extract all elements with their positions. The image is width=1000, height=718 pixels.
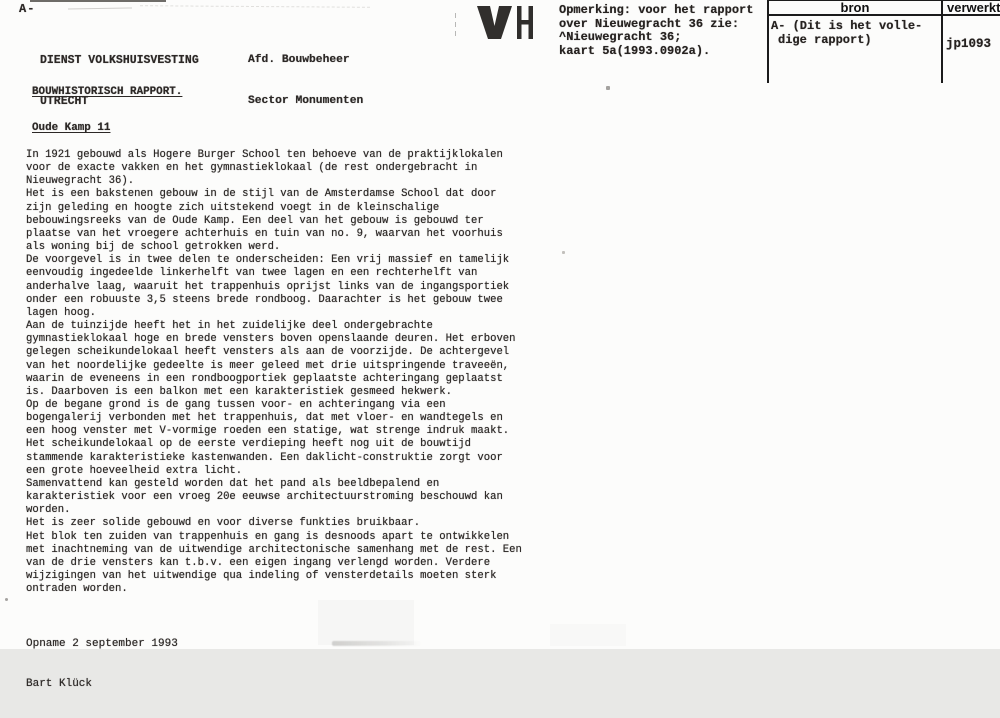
body-line: als woning bij de school getrokken werd. — [26, 241, 281, 254]
column-header-bron: bron — [840, 0, 870, 15]
body-line: Nieuwegracht 36). — [26, 175, 135, 188]
survey-date: Opname 2 september 1993 — [26, 638, 178, 651]
body-line: gymnastieklokaal hoge en brede vensters boven openslaande deuren. Het erboven — [26, 333, 516, 346]
body-line: Het is een bakstenen gebouw in de stijl van de Amsterdamse School dat door — [26, 188, 497, 201]
body-line: De voorgevel is in twee delen te onderscheiden: Een vrij massief en tamelijk — [26, 254, 510, 267]
body-line: is. Daarboven is een balkon met een karakteristiek gesmeed hekwerk. — [26, 385, 452, 398]
body-line: Het scheikundelokaal op de eerste verdieping heeft nog uit de bouwtijd — [26, 438, 472, 451]
verwerkt-cell: jp1093 — [946, 37, 992, 51]
body-line: Aan de tuinzijde heeft het in het zuidelijke deel ondergebrachte — [26, 320, 433, 333]
vh-logo-icon — [477, 5, 535, 41]
author-name: Bart Klück — [26, 678, 93, 691]
bron-cell — [771, 19, 922, 47]
report-footer — [26, 612, 178, 718]
agency-name — [40, 27, 199, 135]
body-line: Samenvattend kan gesteld worden dat het pand als beeldbepalend en — [26, 477, 440, 490]
body-line: waarin de eveneens in een rondboogportiek geplaatste achteringang geplaatst — [26, 372, 503, 385]
body-line: een grote hoeveelheid extra licht. — [26, 464, 243, 477]
report-body — [26, 149, 522, 596]
body-line: van de drie vensters kan t.b.v. een eigen ingang verlengd worden. Verdere — [26, 556, 491, 569]
note-line: over Nieuwegracht 36 zie: — [559, 16, 740, 31]
bron-cell-line: dige rapport) — [778, 33, 872, 47]
body-line: anderhalve laag, waaruit het trappenhuis oprijst links van de ingangsportiek — [26, 280, 510, 293]
scan-edge-artifact — [30, 0, 166, 2]
note-line: ^Nieuwegracht 36; — [559, 30, 682, 45]
ink-dot — [562, 251, 565, 254]
body-line: karakteristiek voor een vroeg 20e eeuwse architectuurstroming beschouwd kan — [26, 491, 503, 504]
corner-mark: A- — [19, 2, 36, 16]
body-line: Het blok ten zuiden van trappenhuis en gang is desnoods apart te ontwikkelen — [26, 530, 510, 543]
bron-cell-line: A- (Dit is het volle- — [771, 19, 923, 33]
note-line: Opmerking: voor het rapport — [559, 3, 754, 17]
note-line: kaart 5a(1993.0902a). — [559, 44, 711, 59]
report-title: BOUWHISTORISCH RAPPORT. — [32, 86, 183, 98]
column-header-verwerkt: verwerkt — [947, 0, 1000, 15]
body-line: zijn geleding en hoogte zich uitstekend voegt in de kleinschalige — [26, 201, 440, 214]
body-line: bebouwingsreeks van de Oude Kamp. Een deel van het gebouw is gebouwd ter — [26, 214, 484, 227]
body-line: Het is zeer solide gebouwd en voor diverse funkties bruikbaar. — [26, 517, 421, 530]
scan-shading — [318, 600, 414, 645]
body-line: wijzigingen van het uitwendige qua indeling of vensterdetails moeten sterk — [26, 570, 497, 582]
body-line: van het noordelijke gedeelte is meer geleed met drie uitspringende traveeën, — [26, 359, 510, 372]
body-line: eenvoudig ingedeelde linkerhelft van twee lagen en een rechterhelft van — [26, 267, 478, 280]
agency-line-1: DIENST VOLKSHUISVESTING — [40, 54, 199, 67]
ink-dot — [606, 86, 610, 90]
table-border — [941, 0, 943, 83]
department-line-2: Sector Monumenten — [248, 94, 364, 107]
body-line: In 1921 gebouwd als Hogere Burger School ten behoeve van de praktijklokalen — [26, 149, 503, 161]
fold-mark — [455, 13, 456, 38]
body-line: Op de begane grond is de gang tussen voor- en achteringang via een — [26, 398, 446, 411]
body-line: met inachtneming van de uitwendige architectonische samenhang met de rest. Een — [26, 543, 522, 556]
body-line: gelegen scheikundelokaal heeft vensters als aan de voorzijde. De achtergevel — [26, 346, 510, 359]
department-name — [248, 27, 363, 135]
report-subject: Oude Kamp 11 — [32, 122, 111, 134]
body-line: onder een robuuste 3,5 steens brede rondboog. Daarachter is het gebouw twee — [26, 293, 503, 306]
remark-note — [559, 4, 753, 59]
pencil-smudge — [140, 5, 370, 11]
body-line: bogengalerij verbonden met het trappenhuis, dat met vloer- en wandtegels en — [26, 412, 503, 425]
scan-smudge — [332, 641, 422, 646]
department-line-1: Afd. Bouwbeheer — [248, 54, 350, 66]
body-line: stammende karakteristieke kastenwanden. Een daklicht-construktie zorgt voor — [26, 451, 503, 464]
body-line: ontraden worden. — [26, 583, 128, 596]
agency-line-2: UTRECHT — [40, 94, 89, 108]
scan-shading — [550, 624, 626, 646]
body-line: voor de exacte vakken en het gymnastieklokaal (de rest ondergebracht in — [26, 162, 478, 175]
ink-dot — [5, 598, 8, 601]
body-line: worden. — [26, 504, 71, 517]
body-line: lagen hoog. — [26, 306, 96, 319]
pencil-smudge — [68, 7, 132, 12]
body-line: een hoog venster met V-vormige roeden een statige, wat strenge indruk maakt. — [26, 425, 510, 438]
body-line: plaatse van het vroegere achterhuis en tuin van no. 9, waarvan het voorhuis — [26, 227, 503, 240]
